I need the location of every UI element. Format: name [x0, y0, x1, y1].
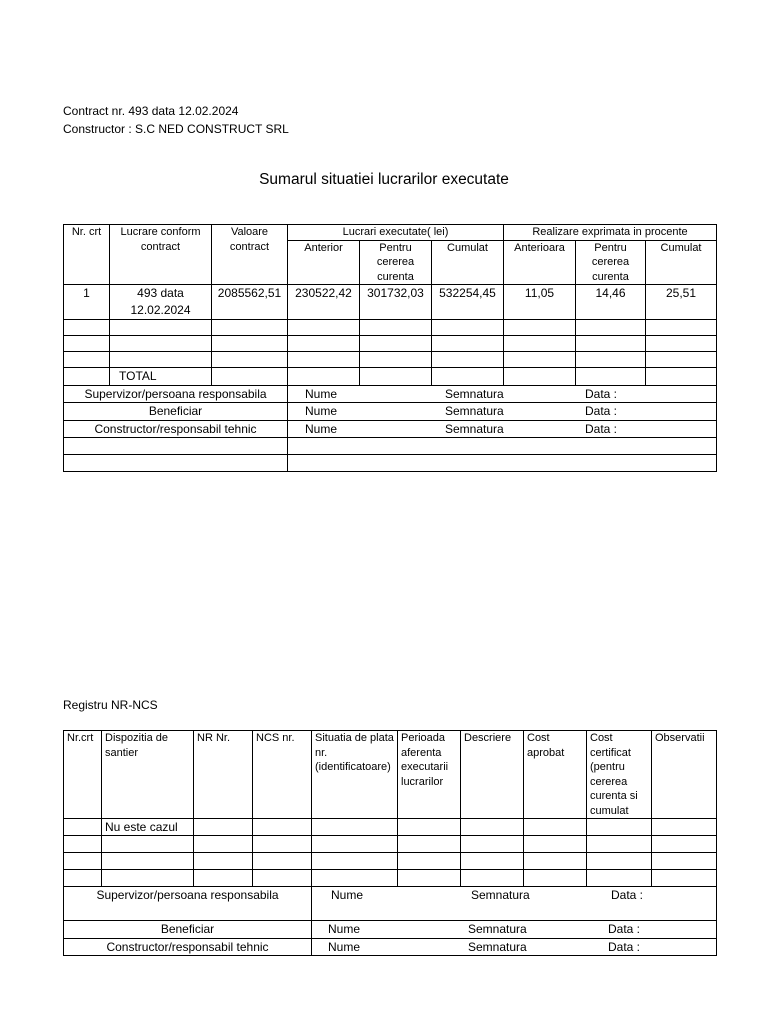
total-row: [64, 368, 717, 386]
signature-row-supervizor: [64, 385, 717, 403]
label-nume: Nume: [305, 404, 338, 418]
table-row: [64, 870, 717, 887]
label-data: Data :: [585, 404, 618, 418]
col-nr-crt: Nr.crt: [64, 731, 102, 819]
table-row: [64, 836, 717, 853]
label-data: Data :: [585, 421, 618, 436]
col-lucrare: Lucrare conform contract: [110, 225, 212, 285]
label-nume: Nume: [328, 922, 361, 936]
signature-row-beneficiar: [64, 403, 717, 421]
label-data: Data :: [608, 939, 641, 954]
col-cost-certificat: Cost certificat (pentru cererea curenta si cumulat: [587, 731, 652, 819]
cell-pct-pentru: 14,46: [576, 285, 646, 320]
cell-nu-este-cazul: Nu este cazul: [102, 819, 194, 836]
table-row: [64, 352, 717, 368]
cell-lucrare: 493 data 12.02.2024: [110, 285, 212, 320]
table-row: [64, 853, 717, 870]
label-nume: Nume: [328, 939, 361, 954]
label-semnatura: Semnatura: [445, 421, 504, 436]
label-semnatura: Semnatura: [468, 922, 527, 936]
signature-row-empty: [64, 438, 717, 455]
total-label: TOTAL: [110, 368, 212, 386]
cell-anterior: 230522,42: [288, 285, 360, 320]
cell-pct-cumulat: 25,51: [646, 285, 717, 320]
col-descriere: Descriere: [461, 731, 524, 819]
group-realizare-procente: Realizare exprimata in procente: [504, 225, 717, 241]
summary-table: [63, 224, 717, 472]
sub-cumulat: Cumulat: [432, 240, 504, 285]
cell-cumulat: 532254,45: [432, 285, 504, 320]
label-nume: Nume: [331, 888, 364, 902]
col-perioada: Perioada aferenta executarii lucrarilor: [398, 731, 461, 819]
label-nume: Nume: [305, 421, 338, 436]
sub-cumulat-pct: Cumulat: [646, 240, 717, 285]
col-ncs: NCS nr.: [253, 731, 312, 819]
sub-anterioara: Anterioara: [504, 240, 576, 285]
role-constructor: Constructor/responsabil tehnic: [64, 420, 288, 438]
registry-table: [63, 730, 717, 956]
label-data: Data :: [585, 386, 618, 401]
col-dispozitia: Dispozitia de santier: [102, 731, 194, 819]
signature-row-constructor: [64, 420, 717, 438]
col-nr-crt: Nr. crt: [64, 225, 110, 285]
cell-pentru: 301732,03: [360, 285, 432, 320]
role-supervizor: Supervizor/persoana responsabila: [64, 385, 288, 403]
role-beneficiar: Beneficiar: [64, 921, 312, 939]
label-semnatura: Semnatura: [471, 888, 530, 902]
col-valoare: Valoare contract: [212, 225, 288, 285]
label-data: Data :: [608, 922, 641, 936]
contract-line: Contract nr. 493 data 12.02.2024: [63, 104, 239, 118]
table-row: [64, 320, 717, 336]
signature-row-empty: [64, 455, 717, 472]
table-row: [64, 819, 717, 836]
table-row: [64, 285, 717, 320]
signature-row-constructor: [64, 938, 717, 956]
sub-pentru-cererea: Pentru cererea curenta: [360, 240, 432, 285]
page-title: Sumarul situatiei lucrarilor executate: [259, 171, 509, 188]
label-data: Data :: [611, 888, 644, 902]
cell-valoare: 2085562,51: [212, 285, 288, 320]
constructor-line: Constructor : S.C NED CONSTRUCT SRL: [63, 122, 289, 136]
label-nume: Nume: [305, 386, 338, 401]
cell-pct-anterioara: 11,05: [504, 285, 576, 320]
label-semnatura: Semnatura: [445, 404, 504, 418]
sub-anterior: Anterior: [288, 240, 360, 285]
group-lucrari-executate: Lucrari executate( lei): [288, 225, 504, 241]
signature-row-supervizor: [64, 887, 717, 921]
col-observatii: Observatii: [652, 731, 717, 819]
col-nr: NR Nr.: [194, 731, 253, 819]
role-constructor: Constructor/responsabil tehnic: [64, 938, 312, 956]
label-semnatura: Semnatura: [468, 939, 527, 954]
sub-pentru-cererea-pct: Pentru cererea curenta: [576, 240, 646, 285]
label-semnatura: Semnatura: [445, 386, 504, 401]
registry-label: Registru NR-NCS: [63, 698, 158, 712]
table-row: [64, 336, 717, 352]
role-beneficiar: Beneficiar: [64, 403, 288, 421]
col-situatia: Situatia de plata nr. (identificatoare): [312, 731, 398, 819]
cell-nr: 1: [64, 285, 110, 320]
col-cost-aprobat: Cost aprobat: [524, 731, 587, 819]
role-supervizor: Supervizor/persoana responsabila: [64, 887, 312, 921]
signature-row-beneficiar: [64, 921, 717, 939]
